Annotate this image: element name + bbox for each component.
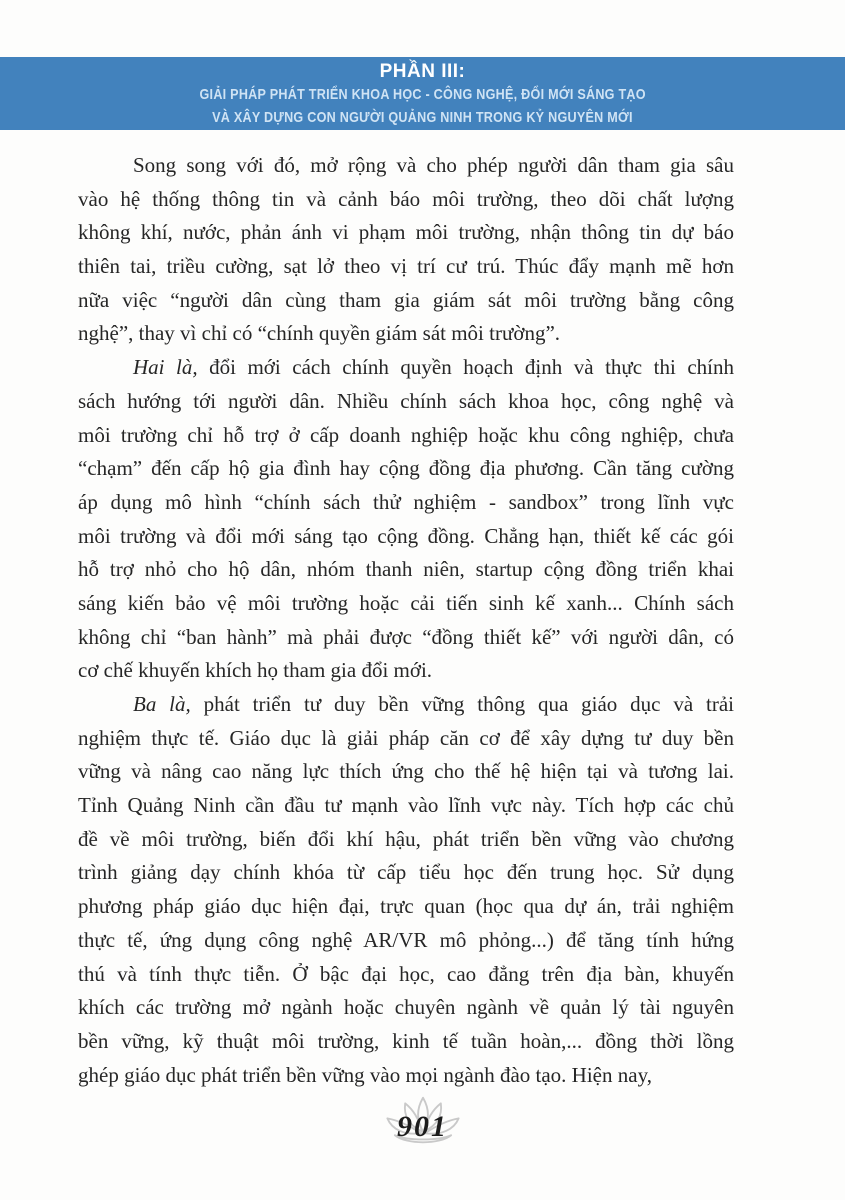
text-line: ghép giáo dục phát triển bền vững vào mọi ngành đào tạo. Hiện nay,: [78, 1062, 652, 1087]
paragraph-lead: Hai là,: [133, 355, 198, 380]
text-line: vững và nâng cao năng lực thích ứng cho thế hệ hiện tại và tương lai.: [78, 759, 734, 784]
text-line: đề về môi trường, biến đổi khí hậu, phát triển bền vững vào chương: [78, 826, 734, 851]
text-line: khích các trường mở ngành hoặc chuyên ngành về quản lý tài nguyên: [78, 995, 734, 1020]
text-line: thực tế, ứng dụng công nghệ AR/VR mô phỏng...) để tăng tính hứng: [78, 927, 734, 952]
text-line: trình giảng dạy chính khóa từ cấp tiểu học đến trung học. Sử dụng: [78, 860, 734, 885]
text-line: nghiệm thực tế. Giáo dục là giải pháp căn cơ để xây dựng tư duy bền: [78, 725, 734, 750]
part-title: PHẦN III:: [379, 61, 466, 82]
text-line: bền vững, kỹ thuật môi trường, kinh tế tuần hoàn,... đồng thời lồng: [78, 1028, 734, 1053]
paragraph-lead: Ba là,: [133, 692, 191, 716]
subtitle-line-2: VÀ XÂY DỰNG CON NGƯỜI QUẢNG NINH TRONG KỶ NGUYÊN MỚI: [212, 109, 633, 126]
text-line: không khí, nước, phản ánh vi phạm môi trường, nhận thông tin dự báo: [78, 220, 734, 245]
text-line: môi trường chỉ hỗ trợ ở cấp doanh nghiệp hoặc khu công nghiệp, chưa: [78, 422, 734, 447]
text-line: áp dụng mô hình “chính sách thử nghiệm - sandbox” trong lĩnh vực: [78, 489, 734, 514]
text-line: môi trường và đổi mới sáng tạo cộng đồng. Chẳng hạn, thiết kế các gói: [78, 523, 734, 548]
text-line: nghệ”, thay vì chỉ có “chính quyền giám sát môi trường”.: [78, 321, 561, 346]
text-line: nữa việc “người dân cùng tham gia giám sát môi trường bằng công: [78, 287, 734, 312]
text-line: Song song với đó, mở rộng và cho phép người dân tham gia sâu: [133, 153, 734, 177]
text-line: Tỉnh Quảng Ninh cần đầu tư mạnh vào lĩnh vực này. Tích hợp các chủ: [78, 793, 734, 818]
page-footer: [0, 1094, 845, 1164]
section-header-banner: [0, 57, 845, 130]
text-line: cơ chế khuyến khích họ tham gia đổi mới.: [78, 658, 433, 683]
text-line: Ba là, phát triển tư duy bền vững thông qua giáo dục và trải: [133, 692, 734, 716]
text-line: Hai là, đổi mới cách chính quyền hoạch định và thực thi chính: [133, 355, 734, 380]
text-line: phương pháp giáo dục hiện đại, trực quan (học qua dự án, trải nghiệm: [78, 894, 734, 919]
text-line: vào hệ thống thông tin và cảnh báo môi trường, theo dõi chất lượng: [78, 186, 734, 211]
subtitle-line-1: GIẢI PHÁP PHÁT TRIỂN KHOA HỌC - CÔNG NGHỆ, ĐỔI MỚI SÁNG TẠO: [199, 86, 646, 103]
text-line: hỗ trợ nhỏ cho hộ dân, nhóm thanh niên, startup cộng đồng triển khai: [78, 557, 734, 582]
text-line: thiên tai, triều cường, sạt lở theo vị trí cư trú. Thúc đẩy mạnh mẽ hơn: [78, 254, 734, 279]
text-line: không chỉ “ban hành” mà phải được “đồng thiết kế” với người dân, có: [78, 624, 734, 649]
page-number: 901: [397, 1110, 448, 1143]
text-line: thú và tính thực tiễn. Ở bậc đại học, cao đẳng trên địa bàn, khuyến: [78, 961, 734, 986]
text-line: “chạm” đến cấp hộ gia đình hay cộng đồng địa phương. Cần tăng cường: [78, 456, 734, 481]
body-text: [78, 149, 734, 1092]
text-line: sáng kiến bảo vệ môi trường hoặc cải tiến sinh kế xanh... Chính sách: [78, 590, 734, 615]
text-line: sách hướng tới người dân. Nhiều chính sách khoa học, công nghệ và: [78, 388, 734, 413]
